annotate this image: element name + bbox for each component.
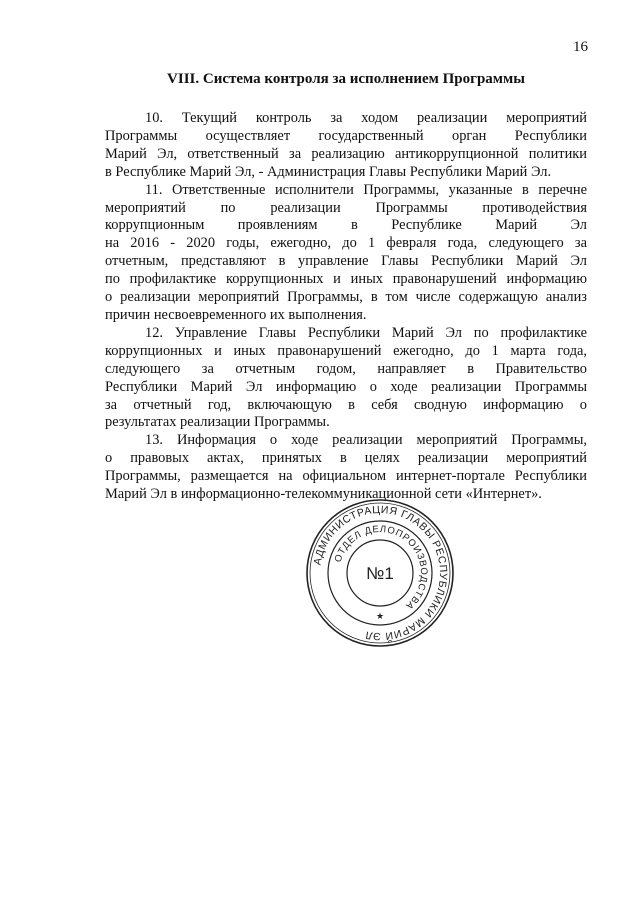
paragraph-11 (105, 182, 587, 325)
text-line: Республики Марий Эл информацию о ходе реализации Программы (105, 378, 587, 395)
star-icon: ★ (375, 611, 385, 621)
text-line: коррупционных и иных правонарушений ежегодно, до 1 марта года, (105, 342, 587, 359)
text-line: за отчетный год, включающую в себя сводную информацию о (105, 396, 587, 413)
text-line: Программы, размещается на официальном интернет-портале Республики (105, 468, 587, 485)
text-line: в Республике Марий Эл, - Администрация Главы Республики Марий Эл. (105, 163, 552, 180)
text-line: о реализации мероприятий Программы, в том числе содержащую анализ (105, 289, 587, 306)
text-line: мероприятий по реализации Программы противодействия (105, 199, 587, 216)
text-line: результатах реализации Программы. (105, 414, 330, 431)
stamp-seal (304, 497, 456, 649)
text-line: коррупционным проявлениям в Республике Марий Эл (105, 217, 587, 234)
text-line: о правовых актах, принятых в целях реализации мероприятий (105, 450, 587, 467)
text-line: причин несвоевременного их выполнения. (105, 306, 367, 323)
paragraph-13 (105, 432, 587, 504)
document-body (105, 110, 587, 504)
text-line: на 2016 - 2020 годы, ежегодно, до 1 февраля года, следующего за (105, 235, 587, 252)
text-line: 10. Текущий контроль за ходом реализации мероприятий (145, 110, 587, 126)
text-line: отчетным, представляют в управление Главы Республики Марий Эл (105, 253, 587, 270)
page-number: 16 (573, 39, 588, 55)
text-line: Марий Эл в информационно-телекоммуникационной сети «Интернет». (105, 486, 542, 503)
text-line: следующего за отчетным годом, направляет в Правительство (105, 360, 587, 377)
text-line: 13. Информация о ходе реализации мероприятий Программы, (145, 432, 587, 449)
stamp-number: №1 (366, 564, 394, 583)
paragraph-10 (105, 110, 587, 182)
section-title: VIII. Система контроля за исполнением Программы (167, 71, 525, 87)
stamp-outer-text: АДМИНИСТРАЦИЯ ГЛАВЫ РЕСПУБЛИКИ МАРИЙ ЭЛ (311, 503, 450, 643)
paragraph-12 (105, 325, 587, 432)
text-line: 11. Ответственные исполнители Программы, указанные в перечне (145, 181, 587, 198)
text-line: 12. Управление Главы Республики Марий Эл по профилактике (145, 324, 587, 341)
text-line: по профилактике коррупционных и иных правонарушений информацию (105, 271, 587, 288)
official-stamp (304, 497, 456, 649)
text-line: Программы осуществляет государственный орган Республики (105, 127, 587, 144)
text-line: Марий Эл, ответственный за реализацию антикоррупционной политики (105, 145, 587, 162)
stamp-inner-text: ОТДЕЛ ДЕЛОПРОИЗВОДСТВА (332, 523, 430, 612)
